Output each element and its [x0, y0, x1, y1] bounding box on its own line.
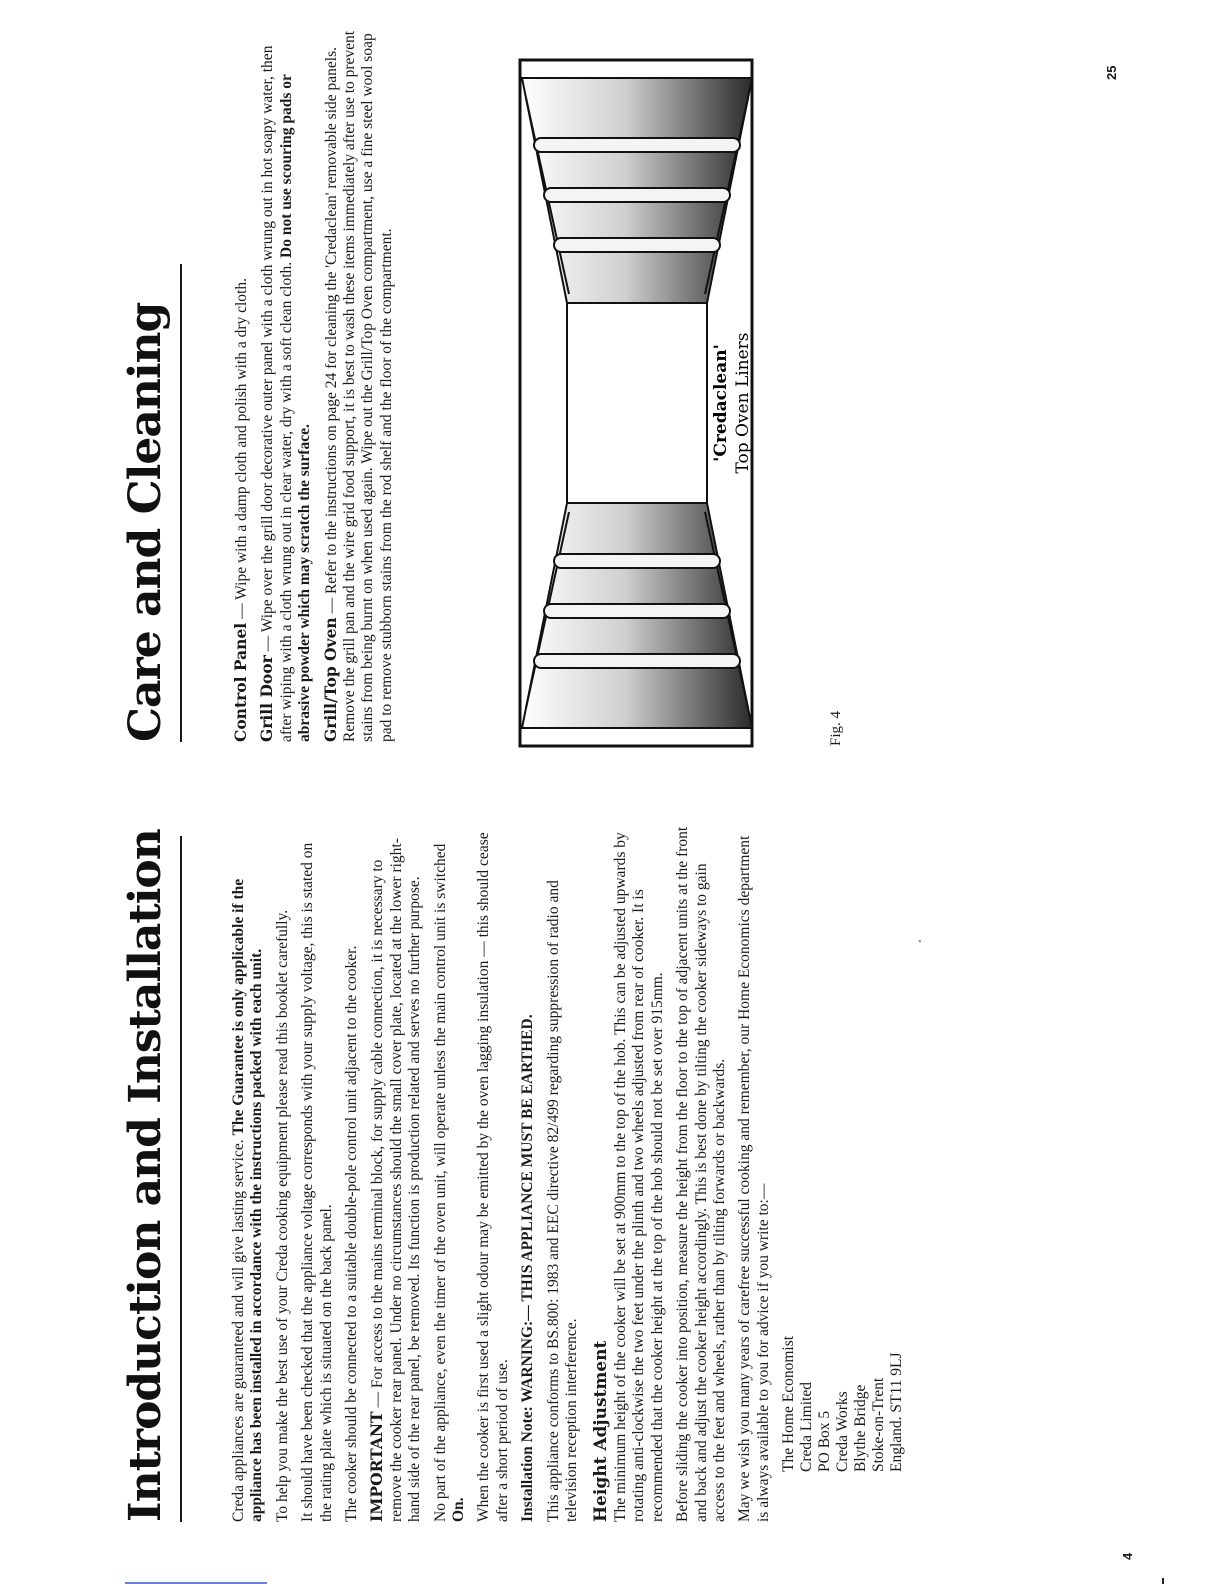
- intro-bold: The Guarantee is only applicable if the appliance has been installed in accordance with the instructions packed with each unit.: [230, 878, 266, 1522]
- right-liner-runner: [554, 238, 720, 252]
- address-line: PO Box 5: [816, 1410, 834, 1472]
- conformity-paragraph: This appliance conforms to BS.800: 1983 and EEC directive 82/499 regarding suppression of radio and television reception interference.: [544, 880, 581, 1522]
- grill-top-oven-label: Grill/Top Oven: [320, 617, 340, 742]
- height-heading: Height Adjustment: [590, 1340, 611, 1522]
- guarantee-paragraph: [230, 822, 267, 1522]
- address-line: England. ST11 9LJ: [888, 1352, 906, 1472]
- right-liner-runner: [544, 188, 730, 202]
- figure-caption-line1: 'Credaclean': [711, 344, 731, 462]
- right-liner-runner: [534, 138, 740, 152]
- oven-opening: [567, 303, 707, 503]
- grill-top-oven-text: — Refer to the instructions on page 24 for cleaning the 'Credaclean' removable side panels. Remove the grill pan and the wire grid food support, it is best to wash these items immediately after use to prevent stains from being burnt on when used again. Wipe out the Grill/Top Oven compartment, use a fine steel wool soap pad to remove stubborn stains from the rod shelf and the floor of the compartment.: [322, 30, 395, 742]
- left-page: [0, 792, 1224, 1584]
- left-liner-runner: [554, 554, 720, 568]
- timer-text: No part of the appliance, even the timer of the oven unit, will operate unless the main control unit is switched: [431, 843, 449, 1522]
- oven-liners-figure: [512, 58, 762, 748]
- title-rule-right: [180, 264, 182, 742]
- installation-note: Installation Note: WARNING:— THIS APPLIANCE MUST BE EARTHED.: [519, 1014, 537, 1522]
- left-page-number: 4: [1120, 1552, 1135, 1560]
- grill-door-label: Grill Door: [257, 655, 277, 742]
- figure-label: Fig. 4: [828, 710, 844, 746]
- grill-door-warning: Do not use scouring pads or abrasive powder which may scratch the surface.: [277, 74, 314, 742]
- scan-speck: ·: [910, 938, 931, 944]
- address-line: Blythe Bridge: [852, 1384, 870, 1472]
- grill-door-paragraph: [258, 16, 314, 742]
- double-pole-paragraph: The cooker should be connected to a suitable double-pole control unit adjacent to the cooker.: [343, 945, 361, 1522]
- right-page-number: 25: [1104, 65, 1119, 80]
- address-line: Stoke-on-Trent: [870, 1377, 888, 1472]
- address-block: [780, 822, 906, 1472]
- corner-mark: [1162, 1578, 1164, 1584]
- timer-paragraph: [432, 822, 469, 1522]
- title-rule-left: [180, 836, 182, 1522]
- address-line: The Home Economist: [780, 1335, 798, 1472]
- important-text: — For access to the mains terminal block, for supply cable connection, it is necessary to remove the cooker rear panel. Under no circumstances should the small cover plate, located at the lower right-hand side of the rear panel, be removed. Its function is production related and serves no further purpose.: [369, 838, 424, 1522]
- address-line: Creda Works: [834, 1391, 852, 1472]
- control-panel-label: Control Panel: [231, 622, 250, 742]
- left-liner-runner: [534, 654, 740, 668]
- grill-door-text: — Wipe over the grill door decorative outer panel with a cloth wrung out in hot soapy water, then after wiping with a cloth wrung out in clear water, dry with a soft clean cloth.: [259, 45, 295, 742]
- right-page-body: [232, 16, 403, 742]
- figure-caption-line2: Top Oven Liners: [733, 332, 753, 474]
- voltage-paragraph: It should have been checked that the appliance voltage corresponds with your supply voltage, this is stated on the rating plate which is situated on the back panel.: [299, 842, 335, 1522]
- help-paragraph: To help you make the best use of your Creda cooking equipment please read this booklet carefully.: [273, 909, 291, 1522]
- grill-top-oven-paragraph: [322, 16, 397, 742]
- sliding-paragraph: Before sliding the cooker into position, measure the height from the floor to the top of adjacent units at the front and back and adjust the cooker height accordingly. This is best done by tilting the cooker sideways to gain access to the feet and wheels, rather than by tilting forwards or backwards.: [674, 826, 728, 1522]
- left-liner-runner: [544, 604, 730, 618]
- important-label: IMPORTANT: [367, 1411, 387, 1522]
- timer-on: On.: [450, 1497, 468, 1522]
- left-page-body: [230, 822, 906, 1522]
- intro-plain: Creda appliances are guaranteed and will give lasting service.: [230, 1139, 247, 1522]
- right-page-title: Care and Cleaning: [120, 302, 171, 742]
- important-paragraph: [368, 822, 424, 1522]
- left-page-title: Introduction and Installation: [120, 829, 171, 1522]
- height-paragraph: The minimum height of the cooker will be set at 900mm to the top of the hob. This can be adjusted upwards by rotating anti-clockwise the two feet under the plinth and two wheels adjusted from rear of cooker. It is recommended that the cooker height at the top of the hob should not be set over 915mm.: [611, 832, 666, 1522]
- closing-paragraph: May we wish you many years of carefree successful cooking and remember, our Home Economics department is always available to you for advice if you write to:—: [736, 835, 772, 1522]
- control-panel-text: — Wipe with a damp cloth and polish with a dry cloth.: [233, 278, 250, 623]
- control-panel-paragraph: [232, 16, 251, 742]
- odour-paragraph: When the cooker is first used a slight odour may be emitted by the oven lagging insulation — this should cease after a short period of use.: [475, 832, 511, 1522]
- address-line: Creda Limited: [798, 1382, 816, 1472]
